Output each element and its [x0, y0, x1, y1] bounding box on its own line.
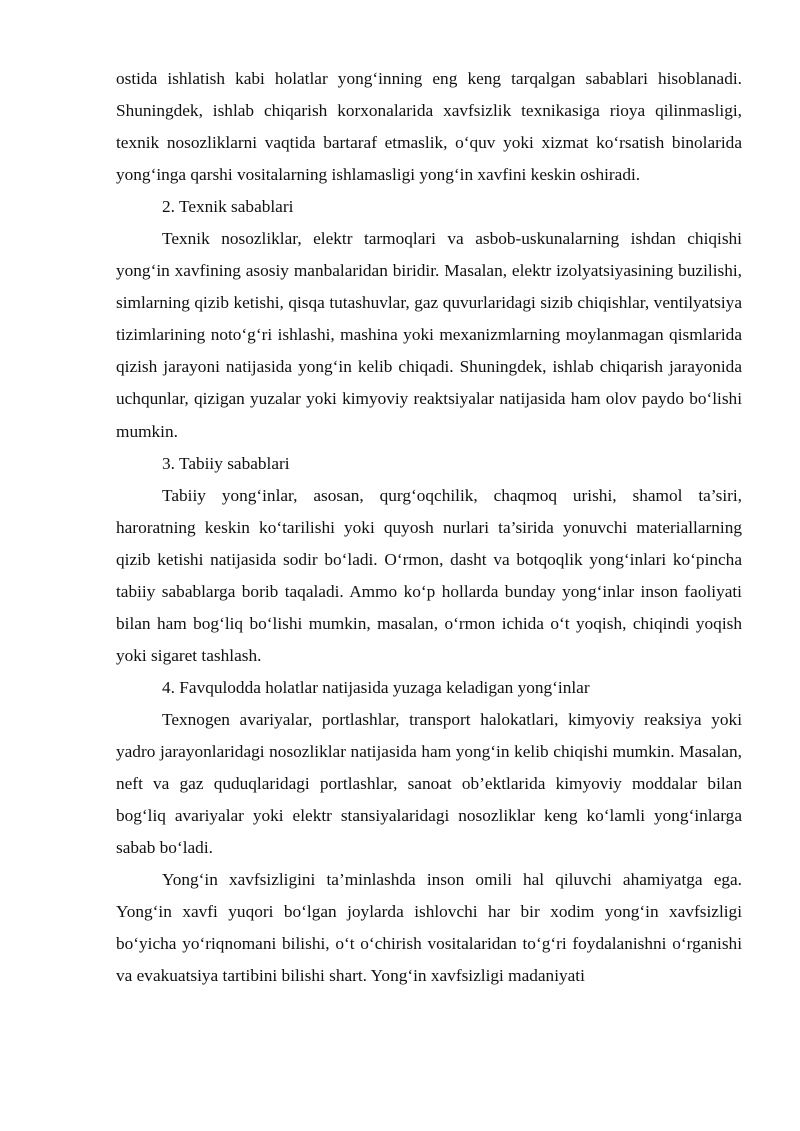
section-heading-technical: 2. Texnik sabablari [162, 197, 294, 217]
paragraph-human-factor: Yong‘in xavfsizligini ta’minlashda inson omili hal qiluvchi ahamiyatga ega. Yong‘in xavfi yuqori bo‘lgan joylarda ishlovchi har bir xodim yong‘in xavfsizligi bo‘yicha yo‘riqnomani bilishi, o‘t o‘chirish vositalaridan to‘g‘ri foydalanishni o‘rganishi va evakuatsiya tartibini bilishi shart. Yong‘in xavfsizligi madaniyati [116, 870, 742, 986]
paragraph-natural-causes: Tabiiy yong‘inlar, asosan, qurg‘oqchilik, chaqmoq urishi, shamol ta’siri, haroratning keskin ko‘tarilishi yoki quyosh nurlari ta’sirida yonuvchi materiallarning qizib ketishi natijasida sodir bo‘ladi. O‘rmon, dasht va botqoqlik yong‘inlari ko‘pincha tabiiy sabablarga borib taqaladi. Ammo ko‘p hollarda bunday yong‘inlar inson faoliyati bilan ham bog‘liq bo‘lishi mumkin, masalan, o‘rmon ichida o‘t yoqish, chiqindi yoqish yoki sigaret tashlash. [116, 485, 742, 665]
paragraph-emergency-fires: Texnogen avariyalar, portlashlar, transport halokatlari, kimyoviy reaksiya yoki yadro jarayonlaridagi nosozliklar natijasida ham yong‘in kelib chiqishi mumkin. Masalan, neft va gaz quduqlaridagi portlashlar, sanoat ob’ektlarida kimyoviy moddalar bilan bog‘liq avariyalar yoki elektr stansiyalaridagi nosozliklar keng ko‘lamli yong‘inlarga sabab bo‘ladi. [116, 709, 742, 858]
section-heading-emergency: 4. Favqulodda holatlar natijasida yuzaga keladigan yong‘inlar [162, 677, 590, 697]
paragraph-causes-continuation: ostida ishlatish kabi holatlar yong‘inning eng keng tarqalgan sabablari hisoblanadi. Shuningdek, ishlab chiqarish korxonalarida xavfsizlik texnikasiga rioya qilinmasligi, texnik nosozliklarni vaqtida bartaraf etmaslik, o‘quv yoki xizmat ko‘rsatish binolarida yong‘inga qarshi vositalarning ishlamasligi yong‘in xavfini keskin oshiradi. [116, 69, 742, 185]
section-heading-natural: 3. Tabiiy sabablari [162, 453, 290, 473]
document-page [116, 63, 742, 992]
paragraph-technical-causes: Texnik nosozliklar, elektr tarmoqlari va asbob-uskunalarning ishdan chiqishi yong‘in xavfining asosiy manbalaridan biridir. Masalan, elektr izolyatsiyasining buzilishi, simlarning qizib ketishi, qisqa tutashuvlar, gaz quvurlaridagi sizib chiqishlar, ventilyatsiya tizimlarining noto‘g‘ri ishlashi, mashina yoki mexanizmlarning moylanmagan qismlarida qizish jarayoni natijasida yong‘in kelib chiqadi. Shuningdek, ishlab chiqarish jarayonida uchqunlar, qizigan yuzalar yoki kimyoviy reaktsiyalar natijasida ham olov paydo bo‘lishi mumkin. [116, 229, 742, 441]
